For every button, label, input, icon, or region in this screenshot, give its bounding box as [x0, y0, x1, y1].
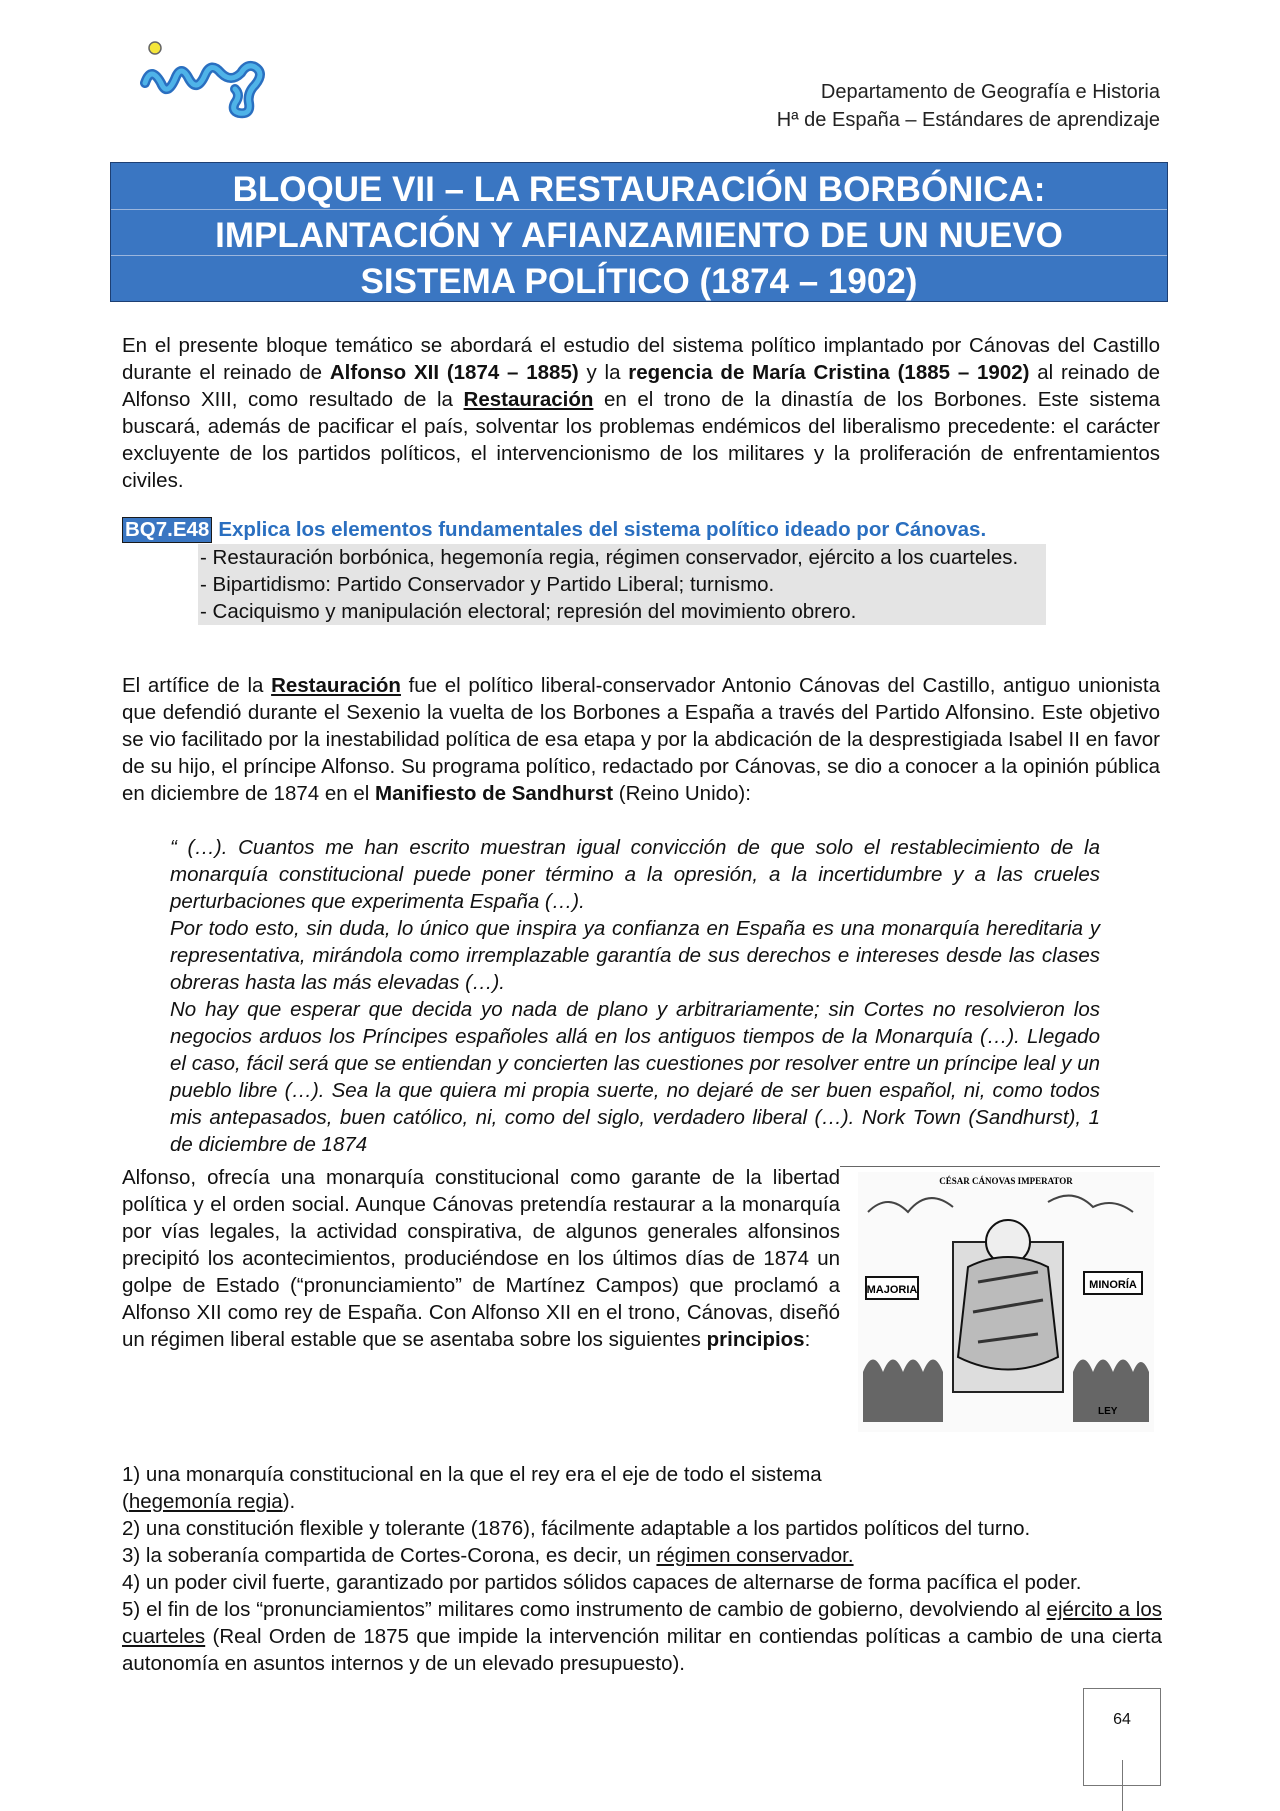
- quote-paragraph: Por todo esto, sin duda, lo único que inspira ya confianza en España es una monarquía hereditaria y representativa, mirándola como irremplazable garantía de sus derechos e intereses desde las clases obreras hasta las más elevadas (…).: [170, 917, 1100, 994]
- principles-list: [122, 1461, 1162, 1677]
- document-header: [777, 78, 1160, 134]
- cartoon-label-minority: MINORÍA: [1089, 1279, 1137, 1291]
- title-line-3: SISTEMA POLÍTICO (1874 – 1902): [360, 262, 918, 301]
- cartoon-label-majority: MAJORIA: [866, 1284, 918, 1296]
- cartoon-caption: CÉSAR CÁNOVAS IMPERATOR: [939, 1176, 1073, 1186]
- cartoon-label-law: LEY: [1098, 1406, 1118, 1417]
- canovas-cartoon-image: [858, 1172, 1154, 1432]
- subject-label: Hª de España – Estándares de aprendizaje: [776, 109, 1160, 131]
- intro-paragraph: En el presente bloque temático se abordará el estudio del sistema político implantado por Cánovas del Castillo durante el reinado de Alfonso XII (1874 – 1885) y la regencia de María Cristina (1885 – 1902) al reinado de Alfonso XIII, como resultado de la Restauración en el trono de la dinastía de los Borbones. Este sistema buscará, además de pacificar el país, solventar los problemas endémicos del liberalismo precedente: el carácter excluyente de los partidos políticos, el intervencionismo de los militares y la proliferación de enfrentamientos civiles.: [122, 334, 1161, 492]
- list-item: - Caciquismo y manipulación electoral; represión del movimiento obrero.: [200, 600, 857, 623]
- list-item: - Restauración borbónica, hegemonía regia, régimen conservador, ejército a los cuarteles.: [200, 546, 1019, 569]
- ies-logo-icon: [140, 38, 270, 128]
- list-item: 3) la soberanía compartida de Cortes-Corona, es decir, un régimen conservador.: [122, 1544, 854, 1567]
- alfonso-paragraph: Alfonso, ofrecía una monarquía constitucional como garante de la libertad política y el orden social. Aunque Cánovas pretendía restaurar a la monarquía por vías legales, la actividad conspirativa, de algunos generales alfonsinos precipitó los acontecimientos, produciéndose en los últimos días de 1874 un golpe de Estado (“pronunciamiento” de Martínez Campos) que proclamó a Alfonso XII como rey de España. Con Alfonso XII en el trono, Cánovas, diseñó un régimen liberal estable que se asentaba sobre los siguientes principios:: [122, 1166, 840, 1351]
- title-line-2: IMPLANTACIÓN Y AFIANZAMIENTO DE UN NUEVO: [215, 216, 1063, 255]
- standard-title: Explica los elementos fundamentales del sistema político ideado por Cánovas.: [218, 518, 987, 541]
- title-line-1: BLOQUE VII – LA RESTAURACIÓN BORBÓNICA:: [232, 170, 1046, 209]
- cartoon-divider: [840, 1166, 1160, 1167]
- list-item: 1) una monarquía constitucional en la que el rey era el eje de todo el sistema (hegemonía regia).: [122, 1463, 822, 1513]
- sandhurst-manifesto-quote: [170, 834, 1100, 1158]
- list-item: 5) el fin de los “pronunciamientos” militares como instrumento de cambio de gobierno, devolviendo al ejército a los cuarteles (Real Orden de 1875 que impide la intervención militar en contiendas políticas a cambio de una cierta autonomía en asuntos internos y de un elevado presupuesto).: [122, 1598, 1162, 1675]
- standard-code-badge: BQ7.E48: [122, 517, 212, 543]
- list-item: - Bipartidismo: Partido Conservador y Partido Liberal; turnismo.: [200, 573, 775, 596]
- list-item: 2) una constitución flexible y tolerante (1876), fácilmente adaptable a los partidos políticos del turno.: [122, 1517, 1031, 1540]
- page-number-tick: [1122, 1760, 1123, 1811]
- list-item: 4) un poder civil fuerte, garantizado por partidos sólidos capaces de alternarse de forma pacífica el poder.: [122, 1571, 1082, 1594]
- standard-summary-box: [198, 544, 1046, 625]
- quote-paragraph: No hay que esperar que decida yo nada de plano y arbitrariamente; sin Cortes no resolvieron los negocios arduos los Príncipes españoles allá en los antiguos tiempos de la Monarquía (…). Llegado el caso, fácil será que se entiendan y concierten las cuestiones por resolver entre un príncipe leal y un pueblo libre (…). Sea la que quiera mi propia suerte, no dejaré de ser buen español, ni, como todos mis antepasados, buen católico, ni, como del siglo, verdadero liberal (…). Nork Town (Sandhurst), 1 de diciembre de 1874: [170, 998, 1100, 1156]
- quote-paragraph: “ (…). Cuantos me han escrito muestran igual convicción de que solo el restablecimiento de la monarquía constitucional puede poner término a la opresión, a la incertidumbre y a las crueles perturbaciones que experimenta España (…).: [170, 836, 1100, 913]
- block-title-box: [110, 162, 1168, 302]
- learning-standard-heading: [122, 516, 1162, 543]
- canovas-paragraph: El artífice de la Restauración fue el político liberal-conservador Antonio Cánovas del Castillo, antiguo unionista que defendió durante el Sexenio la vuelta de los Borbones a España a través del Partido Alfonsino. Este objetivo se vio facilitado por la inestabilidad política de esa etapa y por la abdicación de la desprestigiada Isabel II en favor de su hijo, el príncipe Alfonso. Su programa político, redactado por Cánovas, se dio a conocer a la opinión pública en diciembre de 1874 en el Manifiesto de Sandhurst (Reino Unido):: [122, 674, 1160, 805]
- page-number: 64: [1113, 1711, 1131, 1728]
- department-label: Departamento de Geografía e Historia: [820, 81, 1160, 103]
